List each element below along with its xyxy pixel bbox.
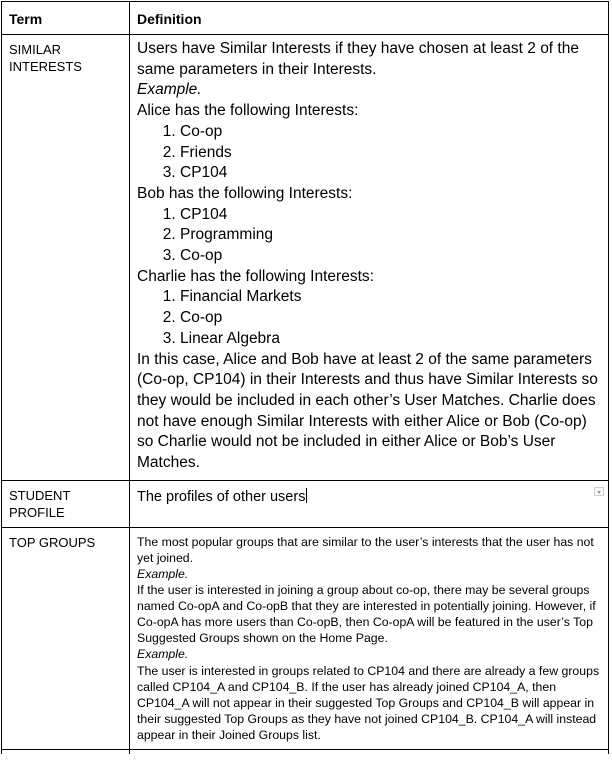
term-cell[interactable]: TOP GROUPS [2, 527, 130, 749]
definition-intro: Users have Similar Interests if they have chosen at least 2 of the same parameters in their Interests. [137, 40, 579, 78]
table-row [2, 527, 609, 749]
list-item: 3. Linear Algebra [180, 329, 602, 350]
definition-intro: The most popular groups that are similar to the user’s interests that the user has not yet joined. [137, 534, 594, 565]
bob-intro: Bob has the following Interests: [137, 184, 353, 202]
list-item: 2. Co-op [180, 308, 602, 329]
term-cell[interactable] [2, 749, 130, 754]
table-row [2, 480, 609, 527]
definition-cell[interactable] [130, 35, 609, 481]
list-item: 2. Friends [180, 143, 602, 164]
term-cell[interactable]: SIMILAR INTERESTS [2, 35, 130, 481]
term-column-header: Term [2, 2, 130, 35]
term-cell[interactable]: STUDENT PROFILE [2, 480, 130, 527]
example-text: The user is interested in groups related to CP104 and there are already a few groups called CP104_A and CP104_B. If the user has already joined CP104_A, then CP104_A will not appear in their suggested Top Groups and CP104_B will appear in their suggested Top Groups as they have not joined CP104_B. CP104_A will instead appear in their Joined Groups list. [137, 663, 600, 742]
definition-column-header: Definition [130, 2, 609, 35]
list-item: 1. Co-op [180, 122, 602, 143]
list-item: 2. Programming [180, 225, 602, 246]
list-item: 1. CP104 [180, 205, 602, 226]
definitions-table [1, 1, 609, 754]
chevron-down-icon[interactable] [594, 487, 604, 496]
header-row [2, 2, 609, 35]
definition-cell[interactable] [130, 527, 609, 749]
list-item: 3. CP104 [180, 163, 602, 184]
charlie-interests-list [137, 287, 602, 349]
definition-conclusion: In this case, Alice and Bob have at least 2 of the same parameters (Co-op, CP104) in their Interests and thus have Similar Interests so they would be included in each other’s User Matches. Charlie does not have enough Similar Interests with either Alice or Bob (Co-op) so Charlie would not be included in either Alice or Bob’s User Matches. [137, 350, 598, 472]
list-item: 1. Financial Markets [180, 287, 602, 308]
table-row [2, 35, 609, 481]
example-label: Example. [137, 566, 189, 581]
example-text: If the user is interested in joining a group about co-op, there may be several groups named Co-opA and Co-opB that they are interested in potentially joining. However, if Co-opA has more users than Co-opB, then Co-opA will be featured in the user’s Top Suggested Groups shown on the Home Page. [137, 583, 596, 646]
bob-interests-list [137, 205, 602, 267]
list-item: 3. Co-op [180, 246, 602, 267]
table-row [2, 749, 609, 754]
charlie-intro: Charlie has the following Interests: [137, 267, 374, 285]
alice-intro: Alice has the following Interests: [137, 102, 359, 120]
text-cursor [306, 488, 307, 503]
definition-cell[interactable] [130, 749, 609, 754]
alice-interests-list [137, 122, 602, 184]
example-label: Example. [137, 647, 189, 662]
definition-cell[interactable] [130, 480, 609, 527]
definition-text: The profiles of other users [137, 488, 306, 505]
example-label: Example. [137, 81, 202, 99]
